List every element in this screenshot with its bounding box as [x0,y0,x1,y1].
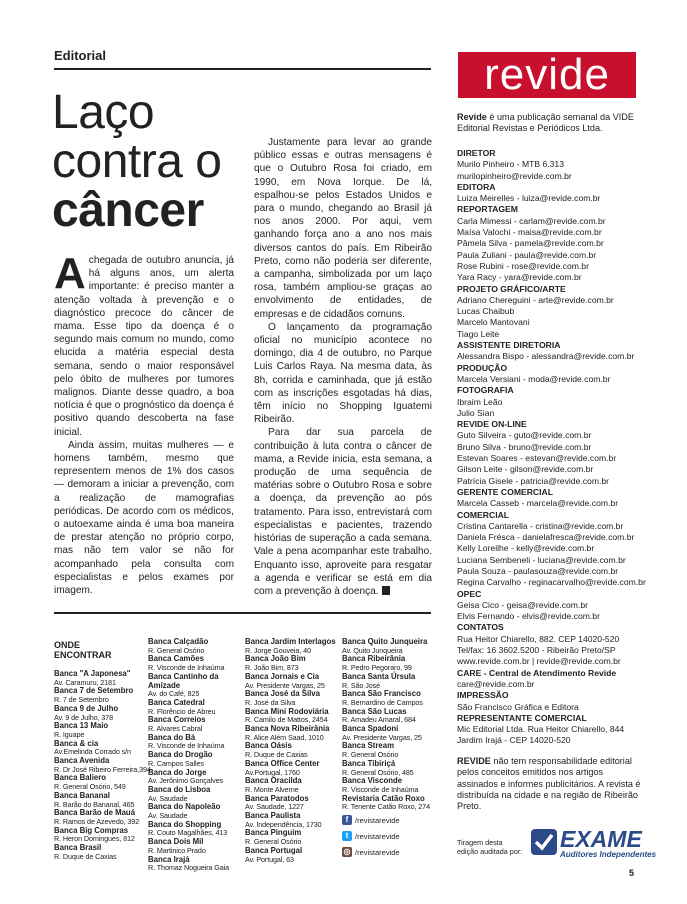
store-address: R. General Osório, 485 [342,767,414,777]
store-entry [148,655,243,672]
store-entry [342,655,434,672]
store-name: Banca Paratodos [245,793,309,803]
staff-section-title: IMPRESSÃO [457,690,509,701]
store-entry [54,809,146,826]
store-entry [245,690,340,707]
store-name: Banca Catedral [148,697,205,707]
store-address: R. Ramos de Azevedo, 392 [54,816,140,826]
staff-entry: care@revide.com.br [457,678,535,689]
store-name: Banca Oásis [245,741,292,751]
exame-check-icon [530,828,558,856]
staff-entry: Marcelo Mantovani [457,317,530,328]
twitter-icon: t [342,831,352,841]
store-address: R. Iguape [54,729,85,739]
end-mark-icon [382,586,390,595]
store-name: Banca Dois Mil [148,837,204,847]
store-entry [148,803,243,820]
staff-entry: Daniela Frésca - danielafresca@revide.com.br [457,532,635,543]
store-entry [245,673,340,690]
store-entry [148,673,243,699]
store-name: Banca & cia [54,738,99,748]
store-address: R. Duque de Caxias [245,750,308,760]
store-address: R. Camilo de Mattos, 2454 [245,715,328,725]
store-entry [148,786,243,803]
store-address: Av. Saudade [148,793,188,803]
staff-entry: Murilo Pinheiro - MTB 6.313 [457,159,564,170]
staff-section-title: REPRESENTANTE COMERCIAL [457,712,587,723]
store-name: Banca Cantinho da Amizade [148,671,219,690]
store-name: Banca Spadoni [342,724,399,734]
store-entry [342,742,434,759]
store-name: Banca Baliero [54,773,107,783]
staff-entry: Adriano Chereguini - arte@revide.com.br [457,294,614,305]
store-address: R. Visconde de Inhaúma [148,741,225,751]
store-name: Banca Brasil [54,843,102,853]
staff-entry: Jardim Irajá - CEP 14020-520 [457,735,571,746]
store-address: Av.Emelinda Corrado s/n [54,747,131,757]
store-entry [148,734,243,751]
publisher-intro [457,112,643,135]
store-name: Banca do Jorge [148,767,207,777]
store-address: Av. Quito Junqueira [342,645,403,655]
facebook-icon: f [342,815,352,825]
staff-entry: Tel/fax: 16 3602.5200 - Ribeirão Preto/SP [457,645,616,656]
store-name: Banca 13 Maio [54,721,109,731]
store-name: Banca Jornais e Cia [245,671,320,681]
staff-section-title: PROJETO GRÁFICO/ARTE [457,283,566,294]
staff-masthead [457,148,646,747]
instagram-icon: ◎ [343,847,351,856]
store-address: Av. Presidente Vargas, 25 [245,680,325,690]
store-name: Banca Big Compras [54,825,129,835]
store-entry [148,751,243,768]
staff-entry: Elvis Fernando - elvis@revide.com.br [457,611,600,622]
staff-entry: Marcela Casseb - marcela@revide.com.br [457,498,619,509]
exame-logo-sub: Auditores Independentes [560,850,657,859]
staff-entry: Bruno Silva - bruno@revide.com.br [457,441,592,452]
disclaimer-text: não tem responsabilidade editorial pelos conceitos emitidos nos artigos assinados e informes publicitários. A revista é distribuída na cidade e na região de Ribeirão Preto. [457,756,641,812]
store-entry [245,742,340,759]
where-line-2: ENCONTRAR [54,650,112,661]
store-entry [148,838,243,855]
store-entry [54,705,146,722]
staff-entry: Regina Carvalho - reginacarvalho@revide.com.br [457,577,646,588]
store-entry [342,725,434,742]
intro-brand: Revide [457,112,487,122]
article-column-1 [54,249,234,597]
store-entry [54,670,146,687]
store-address: R. 7 de Setembro [54,695,109,705]
drop-cap: A [54,249,86,298]
staff-entry: Carla Mimessi - carlam@revide.com.br [457,215,606,226]
staff-entry: Geisa Cico - geisa@revide.com.br [457,599,588,610]
store-entry [148,699,243,716]
store-entry [54,792,146,809]
store-address: R. Monte Alverne [245,784,299,794]
staff-entry: Maísa Valochi - maisa@revide.com.br [457,227,602,238]
store-name: Banca Portugal [245,845,303,855]
staff-entry: Paula Zuliani - paula@revide.com.br [457,249,597,260]
staff-entry: www.revide.com.br | revide@revide.com.br [457,656,621,667]
store-name: Banca 9 de Julho [54,703,119,713]
store-entry [148,716,243,733]
staff-entry: Yara Racy - yara@revide.com.br [457,272,582,283]
store-name: Banca Camões [148,654,204,664]
store-name: Banca Oracilda [245,776,302,786]
store-list-col-1 [54,669,151,861]
store-name: Banca Barão de Mauá [54,808,136,818]
staff-section-title: OPEC [457,588,482,599]
staff-entry: Cristina Cantarella - cristina@revide.com.br [457,520,624,531]
store-entry [148,638,243,655]
staff-entry: São Francisco Gráfica e Editora [457,701,579,712]
intro-text: é uma publicação semanal da VIDE Editorial Revistas e Periódicos Ltda. [457,112,634,134]
store-address: R. General Osório [342,750,399,760]
store-list-col-4 [342,638,434,812]
store-name: Banca Correios [148,715,206,725]
store-entry [54,774,146,791]
store-entry [342,795,434,812]
store-address: R. João Bim, 873 [245,663,299,673]
store-name: Banca Office Center [245,758,320,768]
staff-entry: Rose Rubini - rose@revide.com.br [457,260,589,271]
staff-section-title: PRODUÇÃO [457,362,508,373]
headline-line-3: câncer [52,184,204,237]
bottom-rule [54,612,431,614]
store-name: Banca Jardim Interlagos [245,637,336,646]
store-address: R. Barão do Bananal, 465 [54,799,135,809]
paragraph-5: Para dar sua parcela de contribuição à luta contra o câncer de mama, a Revide inicia, esta semana, a produção de uma sequência de matérias sobre o Outubro Rosa e sobre a doença, da prevenção ao pós tratamento. Para isso, entrevistará com especialistas e pacientes, trazendo histórias de superação a cada semana. Vale a pena acompanhar este trabalho. Enquanto isso, aproveite para resgatar a agenda e verificar se está em dia com a prevenção à doença. [254,427,432,597]
paragraph-2: Ainda assim, muitas mulheres — e homens também, mesmo que representem menos de 1% dos casos — demoram a iniciar a prevenção, com a realização de mamografias periódicas. De acordo com os médicos, o autoexame ainda é uma boa maneira de prestar atenção no próprio corpo, mas não tem valor se não for acompanhado pela consulta com especialistas e pelos exames por imagem. [54,439,234,597]
store-entry [342,708,434,725]
store-address: Av. Jerônimo Gonçalves [148,776,224,786]
store-entry [148,821,243,838]
store-entry [342,638,434,655]
staff-entry: Marcela Versiani - moda@revide.com.br [457,373,611,384]
store-address: Av. Saudade [148,811,188,821]
exame-logo-word: EXAME [560,826,642,852]
store-name: Banca Quito Junqueira [342,637,428,646]
store-address: R. General Osório, 549 [54,782,126,792]
store-entry [54,827,146,844]
store-address: R. Florêncio de Abreu [148,706,216,716]
staff-entry: Alessandra Bispo - alessandra@revide.com.br [457,351,635,362]
store-name: Banca Calçadão [148,637,209,646]
store-entry [54,687,146,704]
staff-entry: Ibraim Leão [457,396,503,407]
store-entry [148,769,243,786]
store-address: R. General Osório [148,645,205,655]
store-entry [342,690,434,707]
store-name: Banca Santa Úrsula [342,671,416,681]
disclaimer-brand: REVIDE [457,756,491,766]
staff-entry: Gilson Leite - gilson@revide.com.br [457,464,594,475]
section-label: Editorial [54,48,107,63]
store-address: R. Amadeu Amaral, 684 [342,715,416,725]
store-name: Banca Paulista [245,811,301,821]
staff-section-title: GERENTE COMERCIAL [457,486,553,497]
store-address: R. Heron Domingues, 812 [54,834,135,844]
store-name: Banca Nova Ribeirânia [245,724,330,734]
staff-entry: Lucas Chaibub [457,306,515,317]
store-name: Banca Visconde [342,776,403,786]
paragraph-3: Justamente para levar ao grande público essas e outras mensagens é que o Outubro Rosa foi criado, em 1990, em Nova Iorque. De lá, espalhou-se pelos Estados Unidos e para o mundo, chegando ao Brasil já nos anos 2000. Por aqui, vem ganhando força ano a ano nos mais diversos cantos do país. Em Ribeirão Preto, como não poderia ser diferente, a campanha, simbolizada por um laço rosa, também ampliou-se graças ao envolvimento de entidades, de empresas e de cidadãos comuns. [254,137,432,320]
store-address: R. Alvares Cabral [148,724,203,734]
staff-entry: Paula Souza - paulasouza@revide.com.br [457,565,619,576]
staff-entry: Patrícia Gisele - patricia@revide.com.br [457,475,610,486]
store-entry [245,708,340,725]
store-name: Banca João Bim [245,654,306,664]
store-entry [245,847,340,864]
store-name: Banca Mini Rodoviária [245,706,329,716]
store-name: Banca "A Japonesa" [54,669,131,678]
revide-logo: revide [458,52,636,98]
store-address: R. Pedro Pegoraro, 99 [342,663,412,673]
store-address: R. Dr José Ribeiro Ferreira,394 [54,764,151,774]
store-entry [245,812,340,829]
store-list-col-3 [245,638,340,864]
headline-line-2: contra o [52,135,222,188]
store-list-col-2 [148,638,243,873]
staff-section-title: CONTATOS [457,622,504,633]
store-address: R. Visconde de Inhaúma [148,663,225,673]
staff-entry: Pâmela Silva - pamela@revide.com.br [457,238,604,249]
store-address: Av. Independência, 1730 [245,819,322,829]
store-name: Banca do Shopping [148,819,222,829]
store-entry [245,829,340,846]
staff-section-title: REPORTAGEM [457,204,518,215]
store-name: Banca Tibiriçá [342,758,396,768]
social-instagram[interactable] [342,845,442,859]
staff-section-title: REVIDE ON-LINE [457,419,527,430]
staff-section-title: COMERCIAL [457,509,510,520]
headline [52,88,221,235]
store-address: Av. Portugal, 63 [245,854,294,864]
disclaimer [457,756,643,812]
store-name: Banca São Lucas [342,706,407,716]
store-entry [245,638,340,655]
store-name: Banca Pinguim [245,828,302,838]
store-name: Banca Stream [342,741,395,751]
paragraph-1: chegada de outubro anuncia, já há alguns anos, um alerta importante: é preciso manter a atenção voltada à prevenção e o diagnóstico precoce do câncer de mama. Esse tipo da doença é o segundo mais comum no mundo, como elucida a matéria especial desta semana, sendo o maior responsável pelo óbito de mulheres por tumores malignos. Diante desse quadro, a boa notícia é que o prognóstico da doença é positivo quando descoberta na fase inicial. [54,255,234,438]
where-line-1: ONDE [54,640,81,650]
store-name: Banca Bananal [54,790,110,800]
headline-line-1: Laço [52,86,155,139]
store-entry [54,722,146,739]
store-entry [342,673,434,690]
staff-section-title: CARE - Central de Atendimento Revide [457,667,617,678]
instagram-handle: /revistarevide [355,847,400,857]
staff-section-title: ASSISTENTE DIRETORIA [457,340,561,351]
store-address: R. Thomaz Nogueira Gaia [148,863,230,873]
store-entry [245,777,340,794]
store-address: R. Jorge Gouveia, 40 [245,645,311,655]
store-address: R. Martinico Prado [148,845,206,855]
store-name: Banca do Lisboa [148,784,211,794]
top-rule [54,68,431,70]
staff-entry: murilopinheiro@revide.com.br [457,170,572,181]
store-entry [245,795,340,812]
store-name: Revistaria Catão Roxo [342,793,425,803]
paragraph-4: O lançamento da programação oficial no município acontece no domingo, dia 4 de outubro, no Parque Luis Carlos Raya. Na mesma data, às 8h, corrida e caminhada, que já estão com as inscrições esgotadas há dias, têm início no Shopping Iguatemi Ribeirão. [254,321,432,426]
staff-entry: Kelly Loreilhe - kelly@revide.com.br [457,543,595,554]
facebook-handle: /revistarevide [355,815,400,825]
store-address: R. José da Silva [245,697,296,707]
store-name: Banca do Drogão [148,750,213,760]
store-name: Banca São Francisco [342,689,421,699]
store-name: Banca José da Silva [245,689,320,699]
store-address: R. Visconde de Inhaúma [342,784,419,794]
staff-entry: Estevan Soares - estevan@revide.com.br [457,453,617,464]
store-name: Banca Ribeirânia [342,654,406,664]
store-address: Av. Saudade, 1227 [245,802,304,812]
store-name: Banca 7 de Setembro [54,686,134,696]
store-entry [342,760,434,777]
staff-section-title: EDITORA [457,181,496,192]
social-facebook[interactable] [342,813,442,827]
store-entry [54,756,151,774]
store-address: R. Tenente Catão Roxo, 274 [342,802,430,812]
where-to-find-heading [54,640,144,661]
store-address: R. Bernardino de Campos [342,697,423,707]
store-address: R. Duque de Caxias [54,851,117,861]
store-entry [245,760,340,777]
store-address: Av. do Café, 825 [148,689,200,699]
store-address: R. Alice Além Saad, 1010 [245,732,324,742]
store-address: R. São José [342,680,381,690]
staff-section-title: DIRETOR [457,148,496,158]
store-entry [54,844,146,861]
page-number: 5 [629,868,635,878]
store-address: R. Campos Salles [148,758,204,768]
staff-entry: Tiago Leite [457,328,500,339]
store-entry [148,856,243,873]
store-entry [54,740,146,757]
store-address: Av. Presidente Vargas, 25 [342,732,422,742]
staff-entry: Luciana Sembeneli - luciana@revide.com.br [457,554,626,565]
store-entry [245,655,340,672]
store-address: Av. Caramuru, 2181 [54,677,116,687]
staff-entry: Julio Sian [457,407,495,418]
store-entry [342,777,434,794]
article-column-2 [254,136,432,598]
twitter-handle: /revistarevide [355,831,400,841]
store-address: R. Couto Magalhães, 413 [148,828,228,838]
store-name: Banca Avenida [54,756,110,766]
staff-entry: Rua Heitor Chiarello, 882. CEP 14020-520 [457,633,620,644]
store-name: Banca Irajá [148,854,190,864]
store-entry [245,725,340,742]
audit-note: Tiragem desta edição auditada por: [457,838,523,856]
staff-entry: Luiza Meirelles - luiza@revide.com.br [457,193,601,204]
store-name: Banca do Napoleão [148,802,221,812]
store-name: Banca do Bá [148,732,196,742]
store-address: R. General Osório [245,837,302,847]
social-twitter[interactable] [342,829,442,843]
store-address: Av. 9 de Julho, 378 [54,712,113,722]
staff-entry: Guto Silveira - guto@revide.com.br [457,430,592,441]
staff-entry: Mic Editorial Ltda. Rua Heitor Chiarello, 844 [457,724,625,735]
store-address: Av.Portugal, 1760 [245,767,300,777]
staff-section-title: FOTOGRAFIA [457,385,514,396]
